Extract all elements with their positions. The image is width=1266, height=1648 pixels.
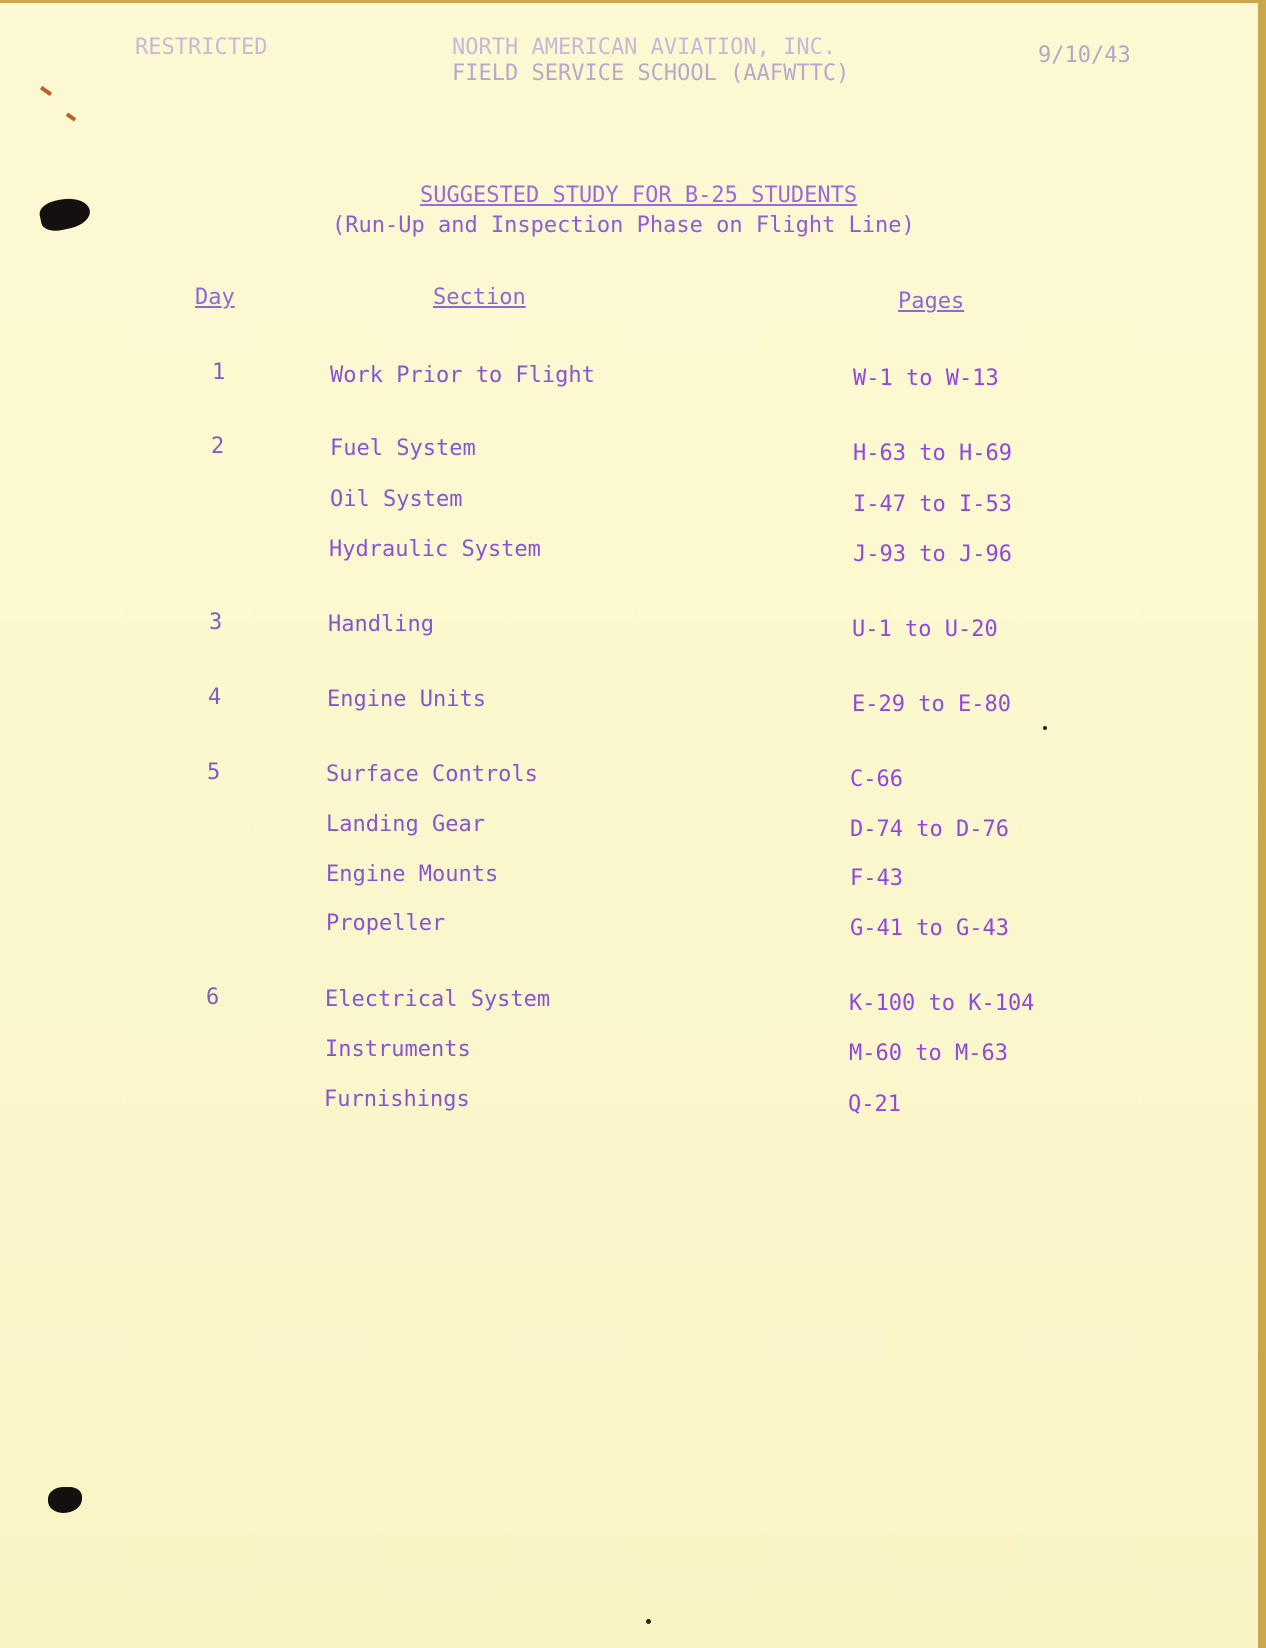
column-header-pages: Pages bbox=[898, 289, 965, 314]
row-pages: D-74 to D-76 bbox=[850, 817, 1009, 842]
row-pages: H-63 to H-69 bbox=[853, 441, 1012, 466]
row-section: Work Prior to Flight bbox=[330, 363, 595, 388]
company-name: NORTH AMERICAN AVIATION, INC. bbox=[452, 35, 837, 60]
stain-dot bbox=[1043, 726, 1047, 730]
row-day: 1 bbox=[212, 360, 226, 385]
document-subtitle: (Run-Up and Inspection Phase on Flight Line) bbox=[332, 213, 915, 238]
school-name: FIELD SERVICE SCHOOL (AAFWTTC) bbox=[452, 61, 850, 86]
row-pages: Q-21 bbox=[848, 1092, 901, 1117]
row-day: 6 bbox=[206, 985, 220, 1010]
row-day: 5 bbox=[207, 760, 221, 785]
row-section: Propeller bbox=[326, 911, 446, 936]
row-pages: G-41 to G-43 bbox=[850, 916, 1009, 941]
row-section: Oil System bbox=[330, 487, 463, 512]
stain-dot bbox=[646, 1619, 651, 1624]
document-title: SUGGESTED STUDY FOR B-25 STUDENTS bbox=[420, 183, 858, 208]
row-pages: K-100 to K-104 bbox=[849, 991, 1035, 1016]
row-day: 2 bbox=[211, 434, 225, 459]
binder-hole-top bbox=[37, 194, 92, 234]
row-section: Engine Units bbox=[327, 687, 486, 712]
row-pages: W-1 to W-13 bbox=[853, 366, 999, 391]
row-section: Furnishings bbox=[324, 1087, 470, 1112]
binder-hole-bottom bbox=[48, 1487, 82, 1513]
column-header-section: Section bbox=[433, 285, 526, 310]
row-pages: F-43 bbox=[850, 866, 903, 891]
stain-mark bbox=[66, 112, 76, 121]
row-day: 4 bbox=[208, 685, 222, 710]
row-pages: I-47 to I-53 bbox=[853, 492, 1012, 517]
row-section: Fuel System bbox=[330, 436, 476, 461]
row-section: Surface Controls bbox=[326, 762, 538, 787]
row-pages: M-60 to M-63 bbox=[849, 1041, 1008, 1066]
row-section: Handling bbox=[328, 612, 434, 637]
stain-mark bbox=[40, 86, 52, 96]
column-header-day: Day bbox=[195, 285, 235, 310]
row-section: Landing Gear bbox=[326, 812, 485, 837]
row-section: Engine Mounts bbox=[326, 862, 499, 887]
row-pages: J-93 to J-96 bbox=[853, 542, 1012, 567]
row-pages: E-29 to E-80 bbox=[852, 692, 1011, 717]
row-section: Instruments bbox=[325, 1037, 471, 1062]
document-date: 9/10/43 bbox=[1038, 43, 1131, 68]
row-section: Hydraulic System bbox=[329, 537, 541, 562]
row-pages: U-1 to U-20 bbox=[852, 617, 998, 642]
row-day: 3 bbox=[209, 610, 223, 635]
row-pages: C-66 bbox=[850, 767, 903, 792]
classification-label: RESTRICTED bbox=[135, 35, 268, 60]
row-section: Electrical System bbox=[325, 987, 551, 1012]
